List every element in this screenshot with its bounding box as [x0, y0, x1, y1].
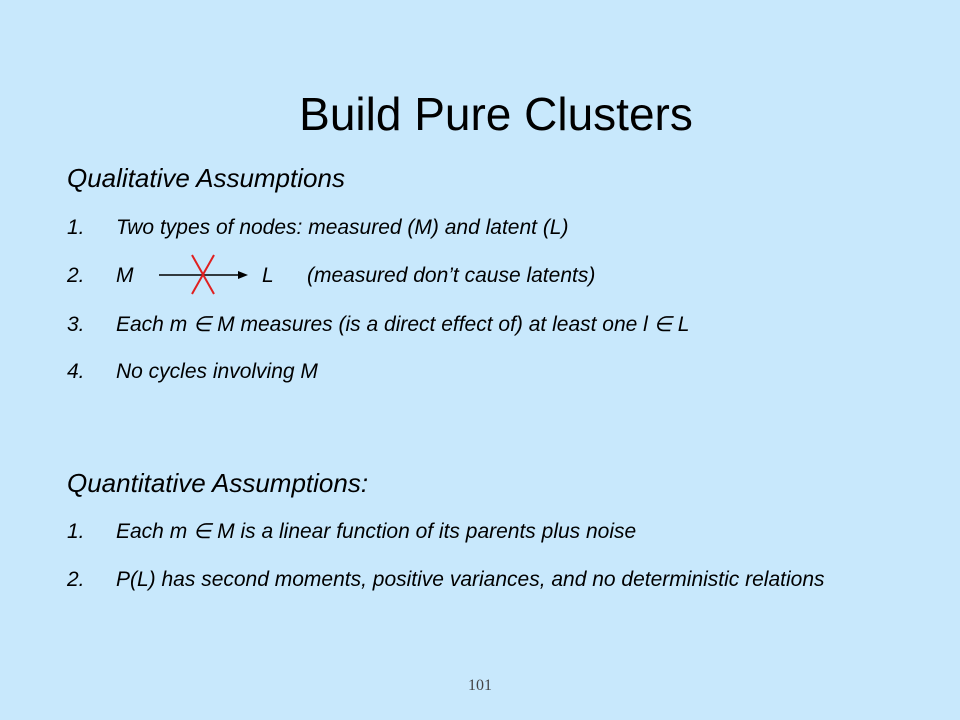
qualitative-heading: Qualitative Assumptions [67, 163, 345, 193]
slide-title: Build Pure Clusters [299, 88, 693, 140]
item-text: P(L) has second moments, positive variances, and no deterministic relations [116, 568, 825, 591]
item-number: 2. [67, 264, 85, 287]
item-text: No cycles involving M [116, 360, 318, 383]
item-text: Each m ∈ M is a linear function of its parents plus noise [116, 520, 637, 543]
item-number: 2. [67, 568, 85, 591]
page-number: 101 [468, 677, 492, 694]
item-text: Each m ∈ M measures (is a direct effect of) at least one l ∈ L [116, 313, 690, 336]
latent-node-label: L [262, 264, 274, 287]
item-number: 3. [67, 313, 85, 336]
item-note: (measured don’t cause latents) [307, 264, 596, 287]
item-number: 1. [67, 520, 85, 543]
item-number: 1. [67, 216, 85, 239]
item-number: 4. [67, 360, 85, 383]
measured-node-label: M [116, 264, 134, 287]
quantitative-heading: Quantitative Assumptions: [67, 468, 369, 498]
diagram-arrow [155, 250, 250, 300]
item-text: Two types of nodes: measured (M) and latent (L) [116, 216, 569, 239]
